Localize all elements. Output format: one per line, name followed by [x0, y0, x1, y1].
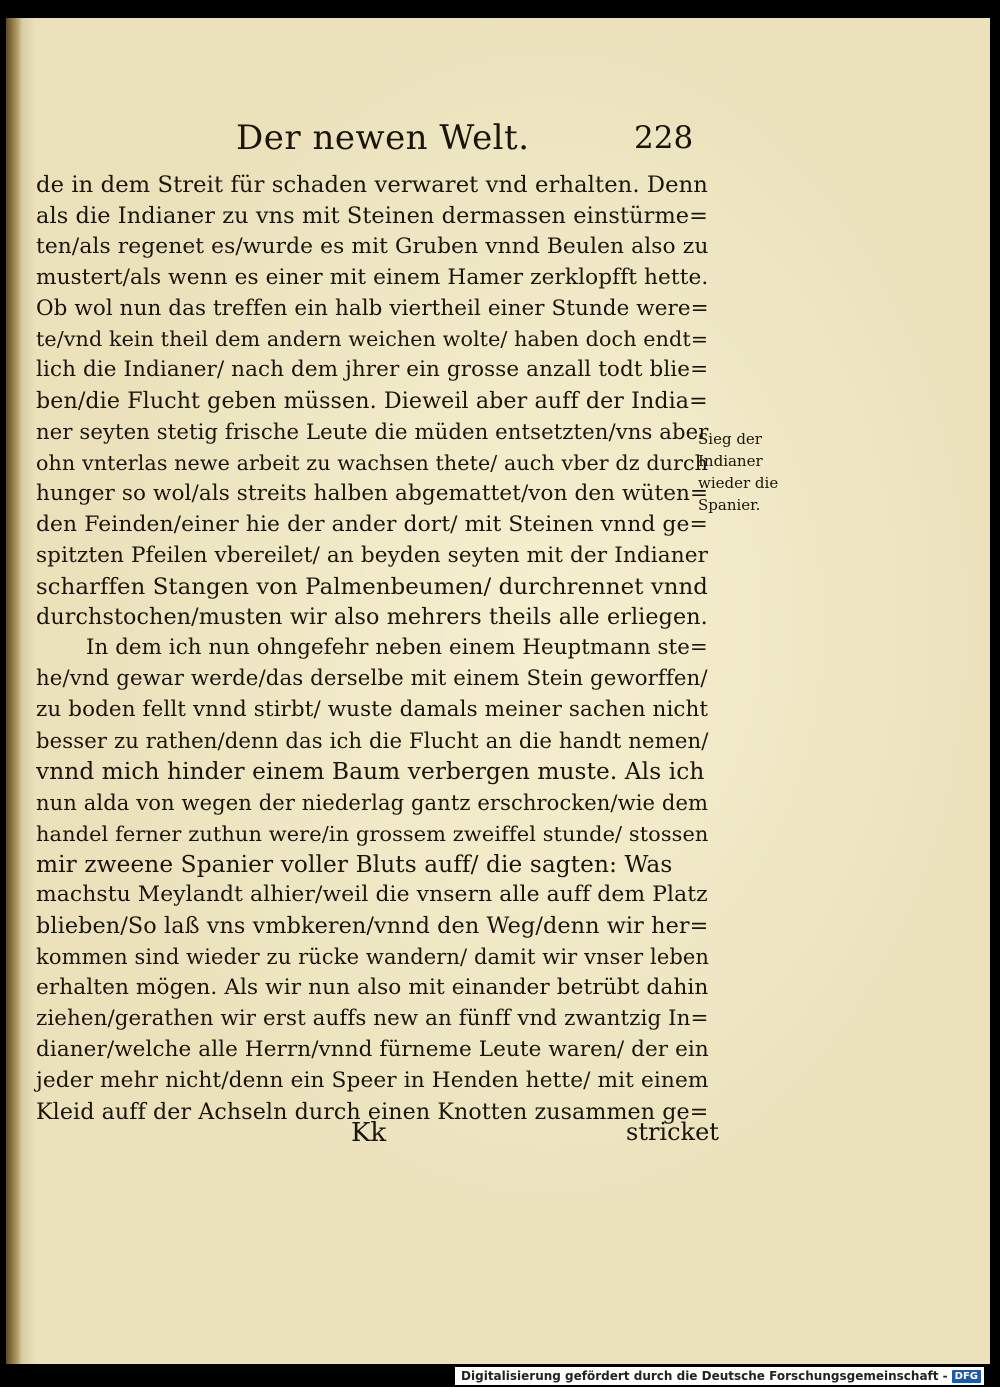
text-line: dianer/welche alle Herrn/vnnd fürneme Leute waren/ der ein [36, 1036, 709, 1062]
text-line: he/vnd gewar werde/das derselbe mit einem Stein geworffen/ [36, 666, 708, 692]
text-line: spitzten Pfeilen vbereilet/ an beyden seyten mit der Indianer [36, 542, 709, 568]
text-line: ben/die Flucht geben müssen. Dieweil aber auff der India= [36, 388, 708, 415]
text-line: Kleid auff der Achseln durch einen Knotten zusammen ge= [36, 1098, 709, 1125]
marginal-note-line: Spanier. [698, 496, 761, 514]
text-line: kommen sind wieder zu rücke wandern/ damit wir vnser leben [36, 945, 710, 970]
text-line: durchstochen/musten wir also mehrers theils alle erliegen. [36, 604, 708, 631]
text-line: ten/als regenet es/wurde es mit Gruben vnnd Beulen also zu [36, 233, 709, 259]
page-gutter-shadow [6, 18, 22, 1364]
marginal-note [698, 428, 808, 516]
text-line: zu boden fellt vnnd stirbt/ wuste damals meiner sachen nicht [36, 697, 709, 723]
book-page [6, 18, 990, 1364]
text-line: de in dem Streit für schaden verwaret vnd erhalten. Denn [36, 172, 708, 198]
marginal-note-line: Sieg der [698, 430, 762, 448]
body-text [36, 170, 716, 1128]
text-line: Ob wol nun das treffen ein halb viertheil einer Stunde were= [36, 295, 709, 321]
text-line: nun alda von wegen der niederlag gantz erschrocken/wie dem [36, 789, 709, 815]
text-line: lich die Indianer/ nach dem jhrer ein grosse anzall todt blie= [36, 357, 709, 383]
text-line: mustert/als wenn es einer mit einem Hamer zerklopfft hette. [36, 264, 709, 290]
page-footer [6, 1118, 990, 1152]
text-line: ziehen/gerathen wir erst auffs new an fünff vnd zwantzig In= [36, 1006, 709, 1032]
marginal-note-line: Indianer [698, 452, 763, 470]
funding-notice [455, 1367, 984, 1385]
funding-notice-text: Digitalisierung gefördert durch die Deutsche Forschungsgemeinschaft - [461, 1369, 948, 1383]
text-line: den Feinden/einer hie der ander dort/ mit Steinen vnnd ge= [36, 511, 708, 537]
text-line: te/vnd kein theil dem andern weichen wolte/ haben doch endt= [36, 327, 709, 352]
text-line: als die Indianer zu vns mit Steinen dermassen einstürme= [36, 202, 708, 229]
text-line: In dem ich nun ohngefehr neben einem Heuptmann ste= [86, 635, 708, 661]
text-line: besser zu rathen/denn das ich die Flucht an die handt nemen/ [36, 728, 709, 754]
page-header [6, 118, 990, 168]
text-line: jeder mehr nicht/denn ein Speer in Henden hette/ mit einem [36, 1067, 709, 1093]
dfg-logo-icon: DFG [952, 1370, 981, 1383]
running-title: Der newen Welt. [236, 118, 530, 158]
marginal-note-line: wieder die [698, 474, 779, 492]
text-line: machstu Meylandt alhier/weil die vnsern alle auff dem Platz [36, 882, 708, 908]
text-line: ohn vnterlas newe arbeit zu wachsen thete/ auch vber dz durch [36, 451, 709, 476]
catchword: stricket [626, 1118, 719, 1146]
text-line: blieben/So laß vns vmbkeren/vnnd den Weg/denn wir her= [36, 913, 709, 940]
text-line: erhalten mögen. Als wir nun also mit einander betrübt dahin [36, 975, 709, 1001]
signature-mark: Kk [351, 1118, 387, 1148]
text-line: vnnd mich hinder einem Baum verbergen muste. Als ich [36, 757, 705, 785]
text-line: scharffen Stangen von Palmenbeumen/ durchrennet vnnd [36, 573, 708, 600]
text-line: mir zweene Spanier voller Bluts auff/ die sagten: Was [36, 850, 673, 878]
text-line: handel ferner zuthun were/in grossem zweiffel stunde/ stossen [36, 821, 709, 846]
text-line: ner seyten stetig frische Leute die müden entsetzten/vns aber [36, 419, 709, 445]
page-number: 228 [634, 120, 694, 156]
text-line: hunger so wol/als streits halben abgemattet/von den wüten= [36, 480, 709, 506]
